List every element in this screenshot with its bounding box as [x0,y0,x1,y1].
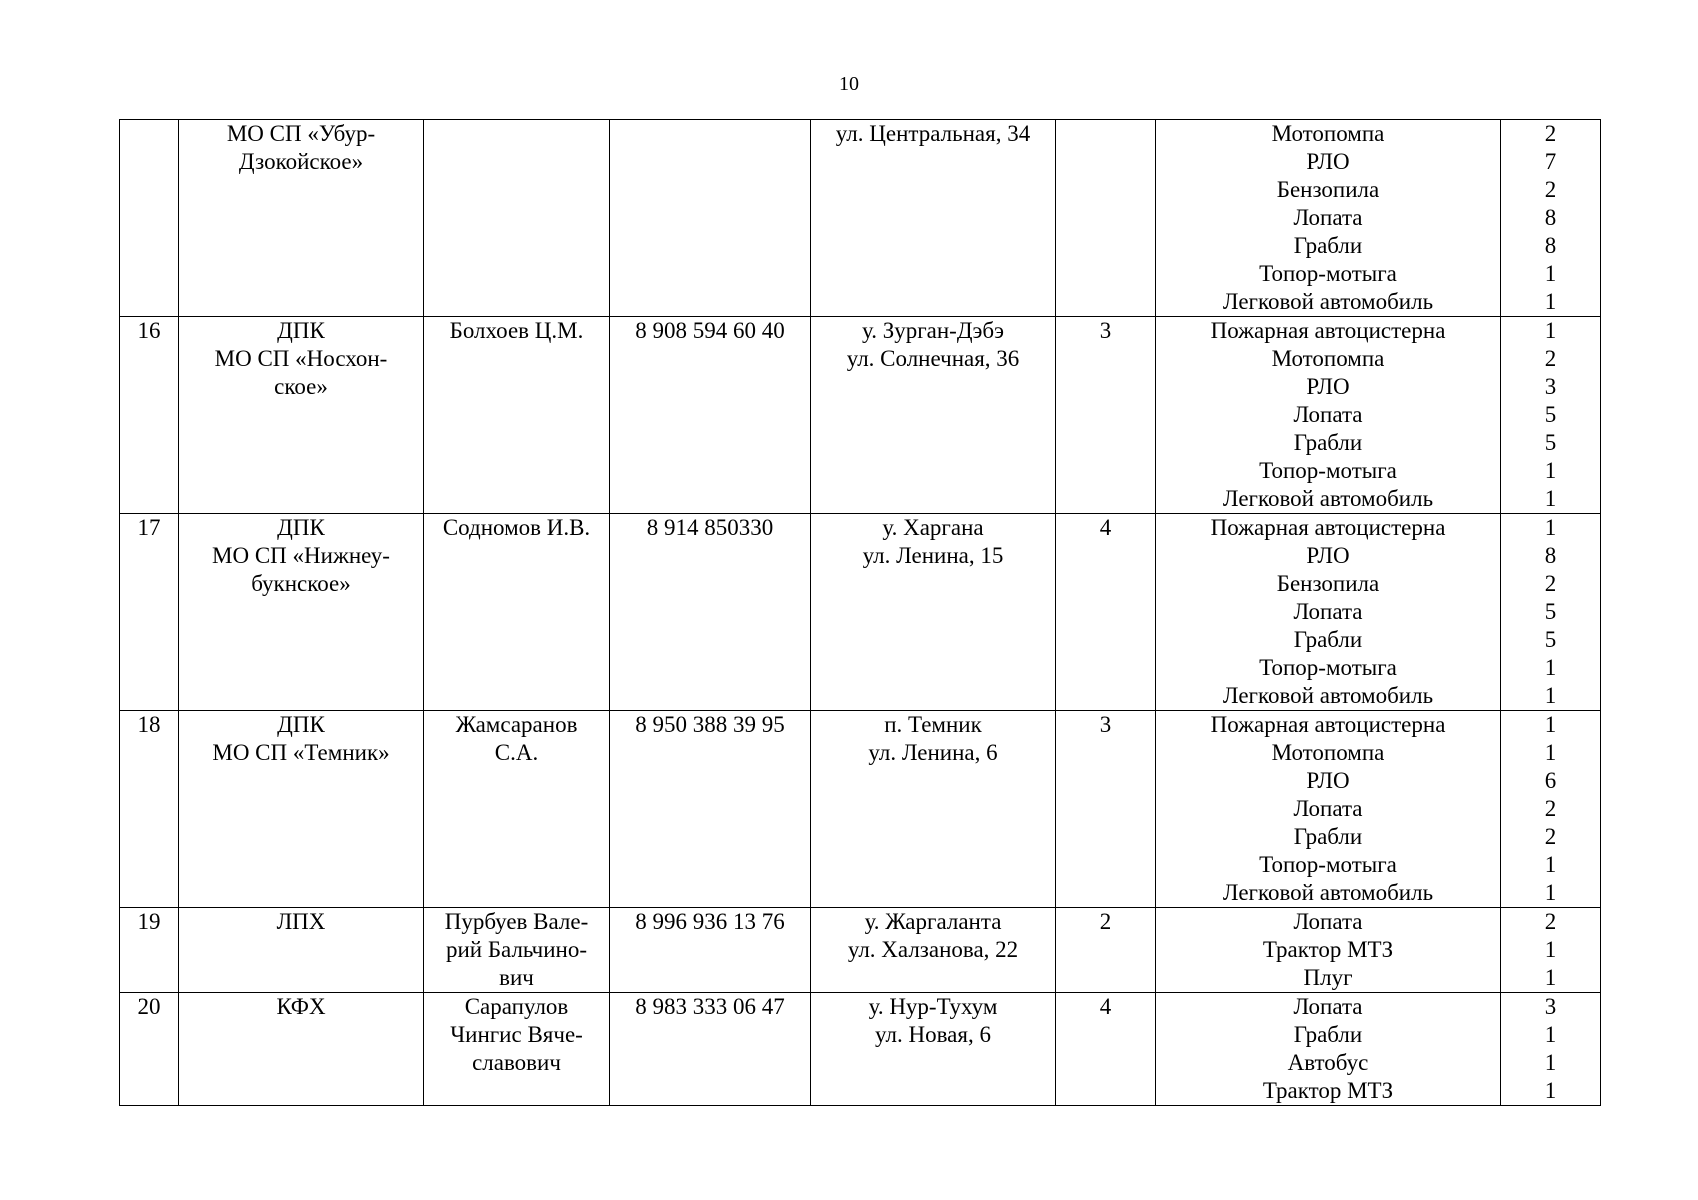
row-number-cell [120,317,179,514]
table-row [120,514,1601,711]
address-cell [811,317,1056,514]
quantity-line: 1 [1544,1078,1557,1103]
address-line: ул. Новая, 6 [875,1022,991,1047]
quantity-line: 8 [1544,205,1557,230]
phone-cell [610,514,811,711]
equipment-line: Лопата [1293,796,1363,821]
page-number: 10 [839,73,859,95]
quantity-line: 2 [1544,177,1557,202]
quantity-line: 3 [1544,994,1557,1019]
table-row [120,120,1601,317]
quantity-line: 1 [1544,318,1557,343]
table-row [120,711,1601,908]
organization-line: МО СП «Нижнеу- [212,543,390,568]
row-number-text: 16 [137,318,161,343]
phone-text: 8 983 333 06 47 [635,994,785,1019]
personnel-count-text: 2 [1099,909,1112,934]
quantity-line: 1 [1544,655,1557,680]
personnel-count-cell [1056,711,1156,908]
quantity-line: 1 [1544,965,1557,990]
row-number-text: 18 [137,712,161,737]
quantity-cell [1501,120,1601,317]
quantity-line: 1 [1544,880,1557,905]
quantity-line: 3 [1544,374,1557,399]
phone-cell [610,120,811,317]
phone-text: 8 950 388 39 95 [635,712,785,737]
equipment-cell [1156,120,1501,317]
personnel-count-cell [1056,317,1156,514]
quantity-line: 2 [1544,796,1557,821]
organization-line: МО СП «Убур- [226,121,376,146]
organization-cell [179,317,424,514]
equipment-line: Лопата [1293,402,1363,427]
address-cell [811,120,1056,317]
quantity-cell [1501,711,1601,908]
address-line: у. Харгана [882,515,984,540]
quantity-line: 1 [1544,1050,1557,1075]
organization-cell [179,120,424,317]
equipment-line: Грабли [1293,627,1363,652]
quantity-cell [1501,993,1601,1106]
equipment-cell [1156,908,1501,993]
equipment-line: Бензопила [1276,571,1380,596]
organization-cell [179,908,424,993]
equipment-line: Легковой автомобиль [1222,289,1434,314]
row-number-cell [120,120,179,317]
responsible-person-line: Жамсаранов [455,712,578,737]
quantity-line: 8 [1544,233,1557,258]
organization-line: ЛПХ [276,909,326,934]
personnel-count-text: 3 [1099,712,1112,737]
equipment-line: Автобус [1287,1050,1369,1075]
address-cell [811,711,1056,908]
personnel-count-cell [1056,908,1156,993]
equipment-line: Топор-мотыга [1259,458,1397,483]
equipment-line: Пожарная автоцистерна [1210,318,1446,343]
row-number-cell [120,711,179,908]
address-line: у. Зурган-Дэбэ [862,318,1004,343]
equipment-line: Легковой автомобиль [1222,683,1434,708]
quantity-line: 2 [1544,121,1557,146]
responsible-person-line: рий Бальчино- [445,937,588,962]
address-cell [811,514,1056,711]
equipment-cell [1156,711,1501,908]
address-cell [811,993,1056,1106]
row-number-text: 20 [137,994,161,1019]
organization-line: ДПК [277,515,325,540]
responsible-person-line: Болхоев Ц.М. [449,318,584,343]
equipment-line: Трактор МТЗ [1262,1078,1394,1103]
address-line: у. Нур-Тухум [868,994,998,1019]
personnel-count-text: 3 [1099,318,1112,343]
resources-table [119,119,1601,1106]
equipment-line: РЛО [1306,374,1350,399]
equipment-line: Трактор МТЗ [1262,937,1394,962]
table-row [120,908,1601,993]
quantity-cell [1501,908,1601,993]
equipment-line: РЛО [1306,768,1350,793]
organization-line: КФХ [276,994,326,1019]
address-cell [811,908,1056,993]
organization-line: ДПК [277,318,325,343]
equipment-line: Мотопомпа [1271,346,1385,371]
quantity-line: 5 [1544,430,1557,455]
phone-cell [610,711,811,908]
table-row [120,317,1601,514]
table-row [120,993,1601,1106]
responsible-person-cell [424,908,610,993]
responsible-person-cell [424,120,610,317]
personnel-count-cell [1056,120,1156,317]
equipment-line: Лопата [1293,205,1363,230]
address-line: ул. Центральная, 34 [835,121,1031,146]
quantity-line: 5 [1544,627,1557,652]
equipment-line: Лопата [1293,909,1363,934]
quantity-line: 1 [1544,1022,1557,1047]
quantity-line: 2 [1544,824,1557,849]
quantity-line: 5 [1544,599,1557,624]
responsible-person-cell [424,993,610,1106]
equipment-line: Топор-мотыга [1259,655,1397,680]
quantity-line: 8 [1544,543,1557,568]
equipment-line: Грабли [1293,233,1363,258]
table-body [120,120,1601,1106]
phone-cell [610,908,811,993]
row-number-cell [120,908,179,993]
quantity-cell [1501,514,1601,711]
equipment-line: Лопата [1293,599,1363,624]
phone-text: 8 996 936 13 76 [635,909,785,934]
quantity-line: 2 [1544,909,1557,934]
personnel-count-text: 4 [1099,994,1112,1019]
address-line: ул. Ленина, 6 [868,740,998,765]
equipment-line: Бензопила [1276,177,1380,202]
quantity-line: 2 [1544,571,1557,596]
responsible-person-line: вич [499,965,534,990]
equipment-line: Мотопомпа [1271,740,1385,765]
row-number-cell [120,993,179,1106]
equipment-line: РЛО [1306,149,1350,174]
personnel-count-text: 4 [1099,515,1112,540]
responsible-person-line: Пурбуев Вале- [444,909,589,934]
organization-line: Дзокойское» [238,149,364,174]
equipment-line: Лопата [1293,994,1363,1019]
phone-cell [610,317,811,514]
organization-line: МО СП «Носхон- [214,346,388,371]
quantity-line: 6 [1544,768,1557,793]
equipment-line: Мотопомпа [1271,121,1385,146]
equipment-line: Грабли [1293,1022,1363,1047]
responsible-person-line: Содномов И.В. [442,515,591,540]
personnel-count-cell [1056,993,1156,1106]
quantity-line: 1 [1544,486,1557,511]
organization-line: ДПК [277,712,325,737]
responsible-person-cell [424,514,610,711]
personnel-count-cell [1056,514,1156,711]
quantity-line: 1 [1544,852,1557,877]
equipment-cell [1156,993,1501,1106]
equipment-line: Топор-мотыга [1259,852,1397,877]
phone-text: 8 908 594 60 40 [635,318,785,343]
address-line: ул. Солнечная, 36 [846,346,1020,371]
equipment-line: Легковой автомобиль [1222,880,1434,905]
equipment-line: Грабли [1293,824,1363,849]
responsible-person-cell [424,317,610,514]
organization-line: МО СП «Темник» [212,740,390,765]
responsible-person-line: славович [472,1050,561,1075]
organization-cell [179,711,424,908]
quantity-line: 1 [1544,261,1557,286]
equipment-line: Пожарная автоцистерна [1210,712,1446,737]
quantity-line: 1 [1544,740,1557,765]
organization-line: букнское» [251,571,351,596]
address-line: ул. Халзанова, 22 [847,937,1019,962]
row-number-cell [120,514,179,711]
equipment-cell [1156,514,1501,711]
address-line: ул. Ленина, 15 [862,543,1004,568]
quantity-line: 5 [1544,402,1557,427]
quantity-line: 1 [1544,712,1557,737]
address-line: п. Темник [884,712,982,737]
phone-cell [610,993,811,1106]
row-number-text: 19 [137,909,161,934]
equipment-line: Плуг [1303,965,1353,990]
phone-text: 8 914 850330 [646,515,774,540]
organization-cell [179,993,424,1106]
responsible-person-cell [424,711,610,908]
equipment-line: Легковой автомобиль [1222,486,1434,511]
quantity-line: 2 [1544,346,1557,371]
quantity-line: 1 [1544,289,1557,314]
organization-line: ское» [274,374,328,399]
equipment-line: Грабли [1293,430,1363,455]
quantity-cell [1501,317,1601,514]
address-line: у. Жаргаланта [864,909,1002,934]
responsible-person-line: С.А. [494,740,539,765]
equipment-line: Топор-мотыга [1259,261,1397,286]
equipment-line: Пожарная автоцистерна [1210,515,1446,540]
equipment-cell [1156,317,1501,514]
responsible-person-line: Чингис Вяче- [450,1022,583,1047]
quantity-line: 1 [1544,458,1557,483]
quantity-line: 7 [1544,149,1557,174]
equipment-line: РЛО [1306,543,1350,568]
row-number-text: 17 [137,515,161,540]
quantity-line: 1 [1544,515,1557,540]
quantity-line: 1 [1544,937,1557,962]
responsible-person-line: Сарапулов [464,994,569,1019]
quantity-line: 1 [1544,683,1557,708]
organization-cell [179,514,424,711]
